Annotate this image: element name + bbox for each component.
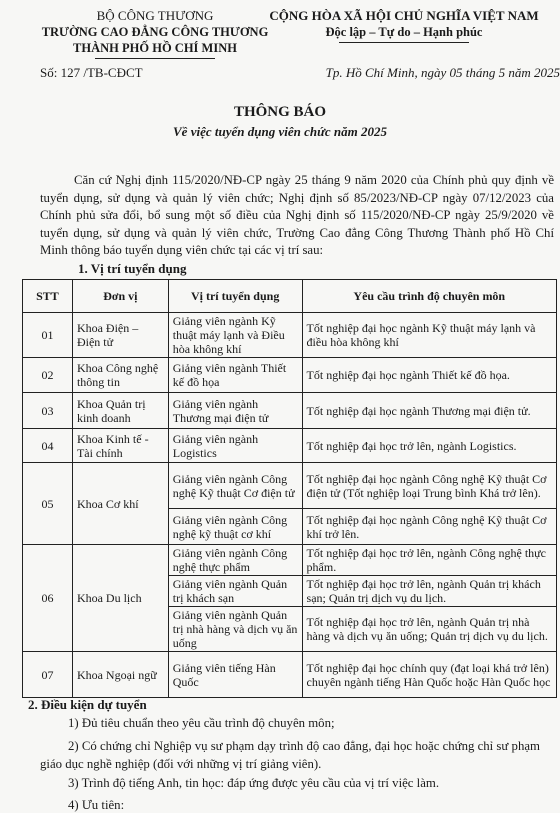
cell-requirement: Tốt nghiệp đại học trở lên, ngành Logistics. bbox=[302, 429, 556, 463]
cell-position: Giảng viên ngành Quản trị nhà hàng và dịch vụ ăn uống bbox=[168, 607, 302, 652]
cell-requirement: Tốt nghiệp đại học ngành Thiết kế đồ họa. bbox=[302, 358, 556, 393]
cell-requirement: Tốt nghiệp đại học trở lên, ngành Quản trị nhà hàng và dịch vụ ăn uống; Quản trị dịch vụ du lịch. bbox=[302, 607, 556, 652]
table-row bbox=[23, 429, 557, 463]
cell-position: Giảng viên ngành Công nghệ thực phẩm bbox=[168, 545, 302, 576]
cell-unit: Khoa Du lịch bbox=[72, 545, 168, 652]
issuer-underline bbox=[95, 58, 215, 59]
header-stt: STT bbox=[23, 280, 73, 313]
table-row bbox=[23, 358, 557, 393]
cell-stt: 01 bbox=[23, 313, 73, 358]
place-and-date: Tp. Hồ Chí Minh, ngày 05 tháng 5 năm 2025 bbox=[325, 65, 560, 80]
cell-unit: Khoa Ngoại ngữ bbox=[72, 652, 168, 698]
cell-requirement: Tốt nghiệp đại học ngành Kỹ thuật máy lạnh và điều hòa không khí bbox=[302, 313, 556, 358]
cell-stt: 07 bbox=[23, 652, 73, 698]
cell-position: Giảng viên ngành Thiết kế đồ họa bbox=[168, 358, 302, 393]
header-requirement: Yêu cầu trình độ chuyên môn bbox=[302, 280, 556, 313]
cell-position: Giảng viên ngành Công nghệ kỹ thuật cơ khí bbox=[168, 509, 302, 545]
cell-position: Giảng viên ngành Logistics bbox=[168, 429, 302, 463]
table-row bbox=[23, 393, 557, 429]
cell-unit: Khoa Công nghệ thông tin bbox=[72, 358, 168, 393]
motto-underline bbox=[339, 42, 469, 43]
cell-requirement: Tốt nghiệp đại học ngành Công nghệ Kỹ thuật Cơ khí trở lên. bbox=[302, 509, 556, 545]
cell-unit: Khoa Kinh tế - Tài chính bbox=[72, 429, 168, 463]
cell-stt: 06 bbox=[23, 545, 73, 652]
positions-table bbox=[22, 279, 557, 698]
section-heading-positions: 1. Vị trí tuyển dụng bbox=[78, 261, 187, 276]
table-row bbox=[23, 652, 557, 698]
cell-position: Giảng viên ngành Kỹ thuật máy lạnh và Điều hòa không khí bbox=[168, 313, 302, 358]
cell-stt: 03 bbox=[23, 393, 73, 429]
cell-requirement: Tốt nghiệp đại học chính quy (đạt loại khá trở lên) chuyên ngành tiếng Hàn Quốc hoặc Hàn Quốc học bbox=[302, 652, 556, 698]
section-heading-conditions: 2. Điều kiện dự tuyển bbox=[28, 697, 147, 712]
condition-item: 3) Trình độ tiếng Anh, tin học: đáp ứng được yêu cầu của vị trí việc làm. bbox=[68, 776, 440, 790]
cell-position: Giảng viên ngành Công nghệ Kỹ thuật Cơ điện tử bbox=[168, 463, 302, 509]
table-header-row bbox=[23, 280, 557, 313]
cell-requirement: Tốt nghiệp đại học ngành Thương mại điện tử. bbox=[302, 393, 556, 429]
condition-item: 2) Có chứng chỉ Nghiệp vụ sư phạm dạy trình độ cao đẳng, đại học hoặc chứng chỉ sư phạm giáo dục nghề nghiệp (đối với những vị trí giảng viên). bbox=[40, 739, 540, 771]
cell-unit: Khoa Quản trị kinh doanh bbox=[72, 393, 168, 429]
cell-requirement: Tốt nghiệp đại học ngành Công nghệ Kỹ thuật Cơ điện tử (Tốt nghiệp loại Trung bình Khá trở lên). bbox=[302, 463, 556, 509]
table-row bbox=[23, 463, 557, 509]
nation-name: CỘNG HÒA XÃ HỘI CHỦ NGHĨA VIỆT NAM bbox=[269, 8, 539, 23]
national-motto: Độc lập – Tự do – Hạnh phúc bbox=[325, 25, 483, 39]
document-number: Số: 127 /TB-CĐCT bbox=[40, 65, 143, 80]
document-subtitle: Về việc tuyển dụng viên chức năm 2025 bbox=[173, 124, 387, 139]
cell-stt: 02 bbox=[23, 358, 73, 393]
cell-stt: 04 bbox=[23, 429, 73, 463]
cell-unit: Khoa Điện – Điện tử bbox=[72, 313, 168, 358]
national-header bbox=[248, 8, 560, 43]
table-row bbox=[23, 313, 557, 358]
cell-requirement: Tốt nghiệp đại học trở lên, ngành Công nghệ thực phẩm. bbox=[302, 545, 556, 576]
cell-requirement: Tốt nghiệp đại học trở lên, ngành Quản trị khách sạn; Quản trị dịch vụ du lịch. bbox=[302, 576, 556, 607]
header-position: Vị trí tuyển dụng bbox=[168, 280, 302, 313]
condition-item: 1) Đủ tiêu chuẩn theo yêu cầu trình độ chuyên môn; bbox=[68, 716, 335, 730]
header-unit: Đơn vị bbox=[72, 280, 168, 313]
cell-unit: Khoa Cơ khí bbox=[72, 463, 168, 545]
cell-position: Giảng viên tiếng Hàn Quốc bbox=[168, 652, 302, 698]
issuer-header bbox=[40, 8, 270, 59]
cell-position: Giảng viên ngành Quản trị khách sạn bbox=[168, 576, 302, 607]
school-name-line2: THÀNH PHỐ HỒ CHÍ MINH bbox=[73, 41, 237, 55]
table-row bbox=[23, 545, 557, 576]
document-title: THÔNG BÁO bbox=[233, 104, 327, 120]
intro-paragraph: Căn cứ Nghị định 115/2020/NĐ-CP ngày 25 tháng 9 năm 2020 của Chính phủ quy định về tuyển dụng, sử dụng và quản lý viên chức; Nghị định số 85/2023/NĐ-CP ngày 07/12/2023 của Chính phủ sửa đổi, bổ sung một số điều của Nghị định số 115/2020/NĐ-CP ngày 25/9/2020 về tuyển dụng, sử dụng và quản lý viên chức, Trường Cao đẳng Công Thương Thành phố Hồ Chí Minh thông báo tuyển dụng viên chức tại các vị trí sau: bbox=[40, 173, 554, 257]
cell-stt: 05 bbox=[23, 463, 73, 545]
ministry-name: BỘ CÔNG THƯƠNG bbox=[96, 8, 214, 23]
cell-position: Giảng viên ngành Thương mại điện tử bbox=[168, 393, 302, 429]
condition-item: 4) Ưu tiên: bbox=[68, 798, 125, 812]
school-name-line1: TRƯỜNG CAO ĐẲNG CÔNG THƯƠNG bbox=[41, 25, 269, 39]
